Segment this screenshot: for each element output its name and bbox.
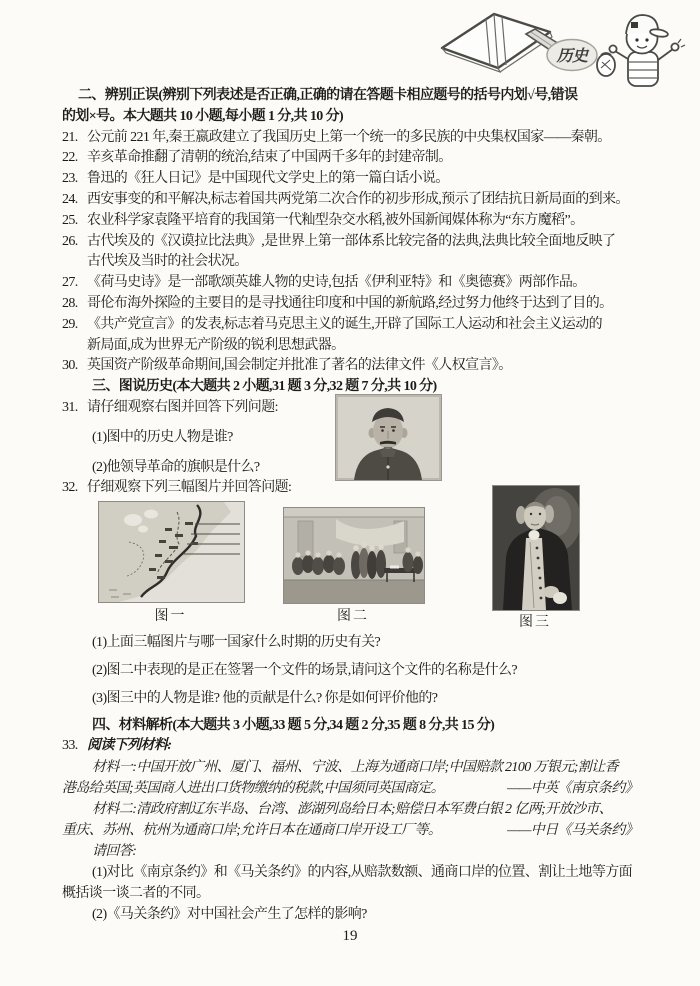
item-text: 《共产党宣言》的发表,标志着马克思主义的诞生,开辟了国际工人运动和社会主义运动的 [87,316,602,332]
item-text: 新局面,成为世界无产阶级的锐利思想武器。 [87,337,345,353]
material2-text: 重庆、苏州、杭州为通商口岸;允许日本在通商口岸开设工厂等。 [62,823,442,839]
q33-sub1-line1: (1)对比《南京条约》和《马关条约》的内容,从赔款数额、通商口岸的位置、割让土地等方面 [92,865,633,881]
item-27 [62,273,642,294]
question-31 [62,398,642,478]
material1-text: 港岛给英国;英国商人进出口货物缴纳的税款,中国须同英国商定。 [62,781,445,797]
section2-heading-line1: 二、辨别正误(辨别下列表述是否正确,正确的请在答题卡相应题号的括号内划√号,错误 [78,88,578,103]
section2-heading-line2: 的划×号。本大题共 10 小题,每小题 1 分,共 10 分) [62,108,344,124]
student-mascot-icon [597,15,685,86]
item-24 [62,190,642,211]
material2-source: ——中日《马关条约》 [507,823,638,839]
item-text: 公元前 221 年,秦王嬴政建立了我国历史上第一个统一的多民族的中央集权国家——秦朝。 [87,129,611,145]
item-number: 25. [62,212,78,228]
fig1-caption: 图一 [154,609,187,625]
item-text: 英国资产阶级革命期间,国会制定并批准了著名的法律文件《人权宣言》。 [87,358,512,374]
item-text: 辛亥革命推翻了清朝的统治,结束了中国两千多年的封建帝制。 [87,150,452,166]
item-30 [62,356,642,377]
subject-label: 历史 [556,48,588,65]
material2-line1: 材料二:清政府割辽东半岛、台湾、澎湖列岛给日本;赔偿日本军费白银 2 亿两;开放沙市、 [92,802,613,818]
item-text: 农业科学家袁隆平培育的我国第一代籼型杂交水稻,被外国新闻媒体称为“东方魔稻”。 [87,212,584,228]
q32-sub2: (2)图二中表现的是正在签署一个文件的场景,请问这个文件的名称是什么? [92,662,518,678]
item-text: 古代埃及的《汉谟拉比法典》,是世界上第一部体系比较完备的法典,法典比较全面地反映了 [87,233,616,249]
q32-sub1: (1)上面三幅图片与哪一国家什么时期的历史有关? [92,635,381,651]
item-29 [62,315,642,336]
material2-line2 [62,820,642,841]
item-number: 26. [62,233,78,249]
q33-answer-prompt: 请回答: [92,844,137,860]
fig2-caption: 图二 [337,609,369,625]
item-text: 阅读下列材料: [87,738,172,754]
item-text: 鲁迅的《狂人日记》是中国现代文学史上的第一篇白话小说。 [87,171,449,187]
item-28 [62,294,642,315]
q31-sub2: (2)他领导革命的旗帜是什么? [92,459,260,475]
item-number: 27. [62,275,78,291]
item-number: 24. [62,191,78,207]
item-number: 33. [62,738,78,754]
q32-sub3: (3)图三中的人物是谁? 他的贡献是什么? 你是如何评价他的? [92,690,438,706]
item-number: 22. [62,150,78,166]
item-number: 23. [62,171,78,187]
item-text: 古代埃及当时的社会状况。 [87,254,248,270]
section3-heading: 三、图说历史(本大题共 2 小题,31 题 3 分,32 题 7 分,共 10 分) [92,379,437,395]
q33-sub2: (2)《马关条约》对中国社会产生了怎样的影响? [92,907,367,923]
item-number: 31. [62,399,78,415]
sun-yat-sen-portrait [335,394,442,481]
item-number: 21. [62,129,78,145]
item-text: 《荷马史诗》是一部歌颂英雄人物的史诗,包括《伊利亚特》和《奥德赛》两部作品。 [87,275,586,291]
signing-scene-image [283,507,425,604]
q32-figures-row [62,501,642,629]
material1-line1: 材料一:中国开放广州、厦门、福州、宁波、上海为通商口岸;中国赔款 2100 万银元;割让香 [92,760,618,776]
material1-source: ——中英《南京条约》 [507,781,638,797]
item-text: 仔细观察下列三幅图片并回答问题: [87,480,292,496]
item-number: 29. [62,316,78,332]
page-number: 19 [342,928,358,944]
item-23 [62,169,642,190]
fig3-caption: 图三 [519,615,551,631]
item-number: 32. [62,480,78,496]
history-bubble [547,40,597,71]
item-text: 西安事变的和平解决,标志着国共两党第二次合作的初步形成,预示了团结抗日新局面的到来。 [87,191,629,207]
section4-heading: 四、材料解析(本大题共 3 小题,33 题 5 分,34 题 2 分,35 题 8 分,共 15 分) [92,717,495,733]
paper-body [62,86,642,925]
item-29-cont [62,336,642,357]
item-26-cont [62,252,642,273]
washington-portrait-image [492,485,580,611]
colonial-map-image [98,501,245,603]
q31-sub1: (1)图中的历史人物是谁? [92,429,233,445]
item-26 [62,232,642,253]
q33-stem [62,736,642,757]
item-25 [62,211,642,232]
material1-line2 [62,778,642,799]
item-21 [62,128,642,149]
q33-sub1-line2: 概括谈一谈二者的不同。 [62,886,210,902]
item-text: 请仔细观察右图并回答下列问题: [87,399,278,415]
item-number: 30. [62,358,78,374]
item-22 [62,148,642,169]
item-number: 28. [62,295,78,311]
header-illustration [432,2,694,88]
item-text: 哥伦布海外探险的主要目的是寻找通往印度和中国的新航路,经过努力他终于达到了目的。 [87,295,613,311]
